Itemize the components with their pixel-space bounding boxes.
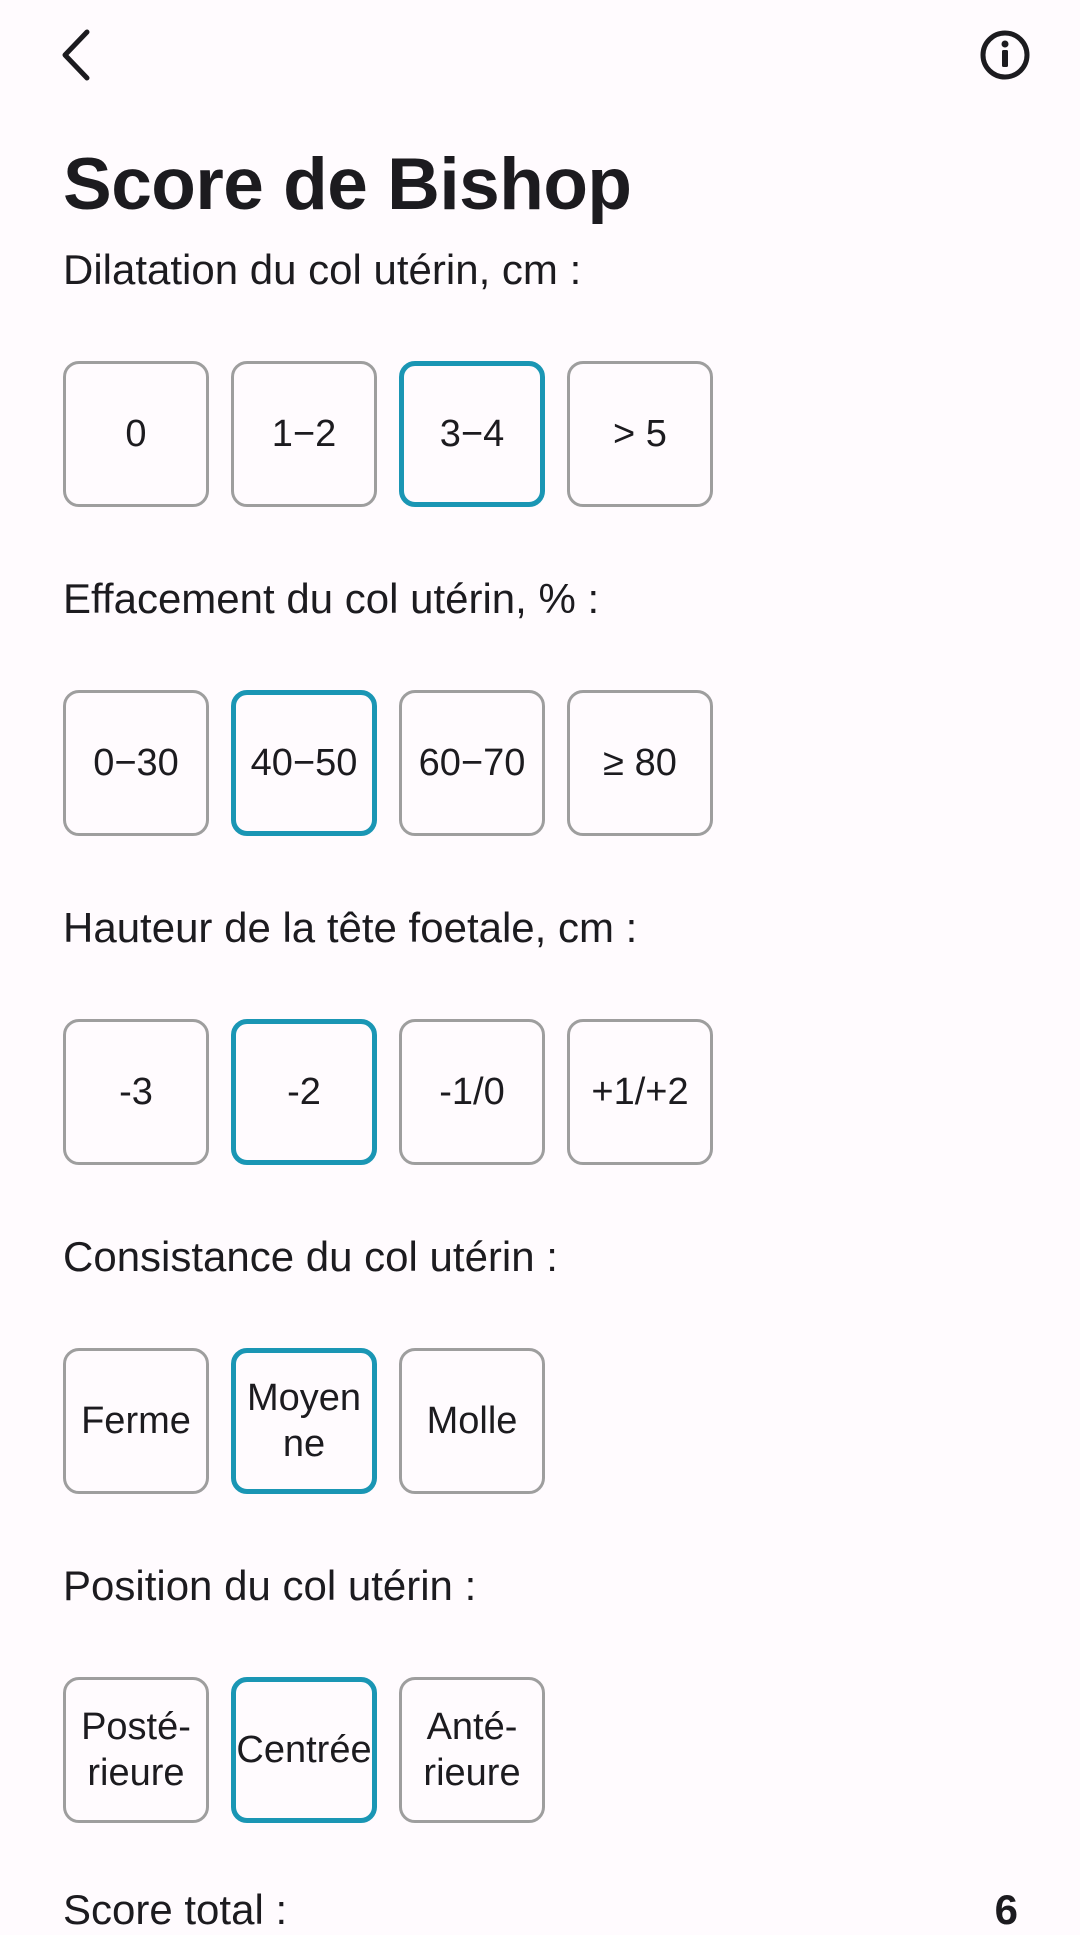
option-button[interactable]: ≥ 80: [567, 690, 713, 836]
option-button[interactable]: 1−2: [231, 361, 377, 507]
criterion-label: Dilatation du col utérin, cm :: [63, 246, 582, 293]
option-button[interactable]: -2: [231, 1019, 377, 1165]
criterion-consistance: [63, 1232, 1043, 1465]
total-score-row: [63, 1885, 1018, 1935]
criterion-label: Position du col utérin :: [63, 1562, 477, 1609]
option-button[interactable]: 0−30: [63, 690, 209, 836]
criterion-hauteur: [63, 903, 1043, 1113]
option-button[interactable]: Posté- rieure: [63, 1677, 209, 1823]
option-button[interactable]: Centrée: [231, 1677, 377, 1823]
criterion-label: Hauteur de la tête foetale, cm :: [63, 904, 638, 951]
option-button[interactable]: > 5: [567, 361, 713, 507]
option-button[interactable]: 0: [63, 361, 209, 507]
chevron-left-icon: [53, 28, 97, 82]
option-group: [63, 1348, 545, 1494]
option-group: [63, 1019, 713, 1165]
criterion-position: [63, 1561, 1043, 1794]
option-button[interactable]: Molle: [399, 1348, 545, 1494]
option-group: [63, 361, 713, 507]
option-button[interactable]: 40−50: [231, 690, 377, 836]
top-app-bar: [0, 0, 1080, 110]
option-button[interactable]: Moyen ne: [231, 1348, 377, 1494]
criterion-label: Consistance du col utérin :: [63, 1233, 558, 1280]
total-score-label: Score total :: [63, 1886, 288, 1933]
page-title: Score de Bishop: [63, 144, 632, 225]
option-button[interactable]: Ferme: [63, 1348, 209, 1494]
option-button[interactable]: Anté- rieure: [399, 1677, 545, 1823]
option-button[interactable]: 3−4: [399, 361, 545, 507]
info-button[interactable]: [970, 20, 1040, 90]
option-button[interactable]: 60−70: [399, 690, 545, 836]
back-button[interactable]: [40, 20, 110, 90]
option-group: [63, 690, 713, 836]
option-button[interactable]: +1/+2: [567, 1019, 713, 1165]
criterion-label: Effacement du col utérin, % :: [63, 575, 600, 622]
option-group: [63, 1677, 545, 1823]
total-score-value: 6: [994, 1886, 1018, 1933]
option-button[interactable]: -1/0: [399, 1019, 545, 1165]
info-icon: [979, 29, 1031, 81]
criterion-effacement: [63, 574, 1043, 784]
criterion-dilatation: [63, 245, 1043, 455]
option-button[interactable]: -3: [63, 1019, 209, 1165]
